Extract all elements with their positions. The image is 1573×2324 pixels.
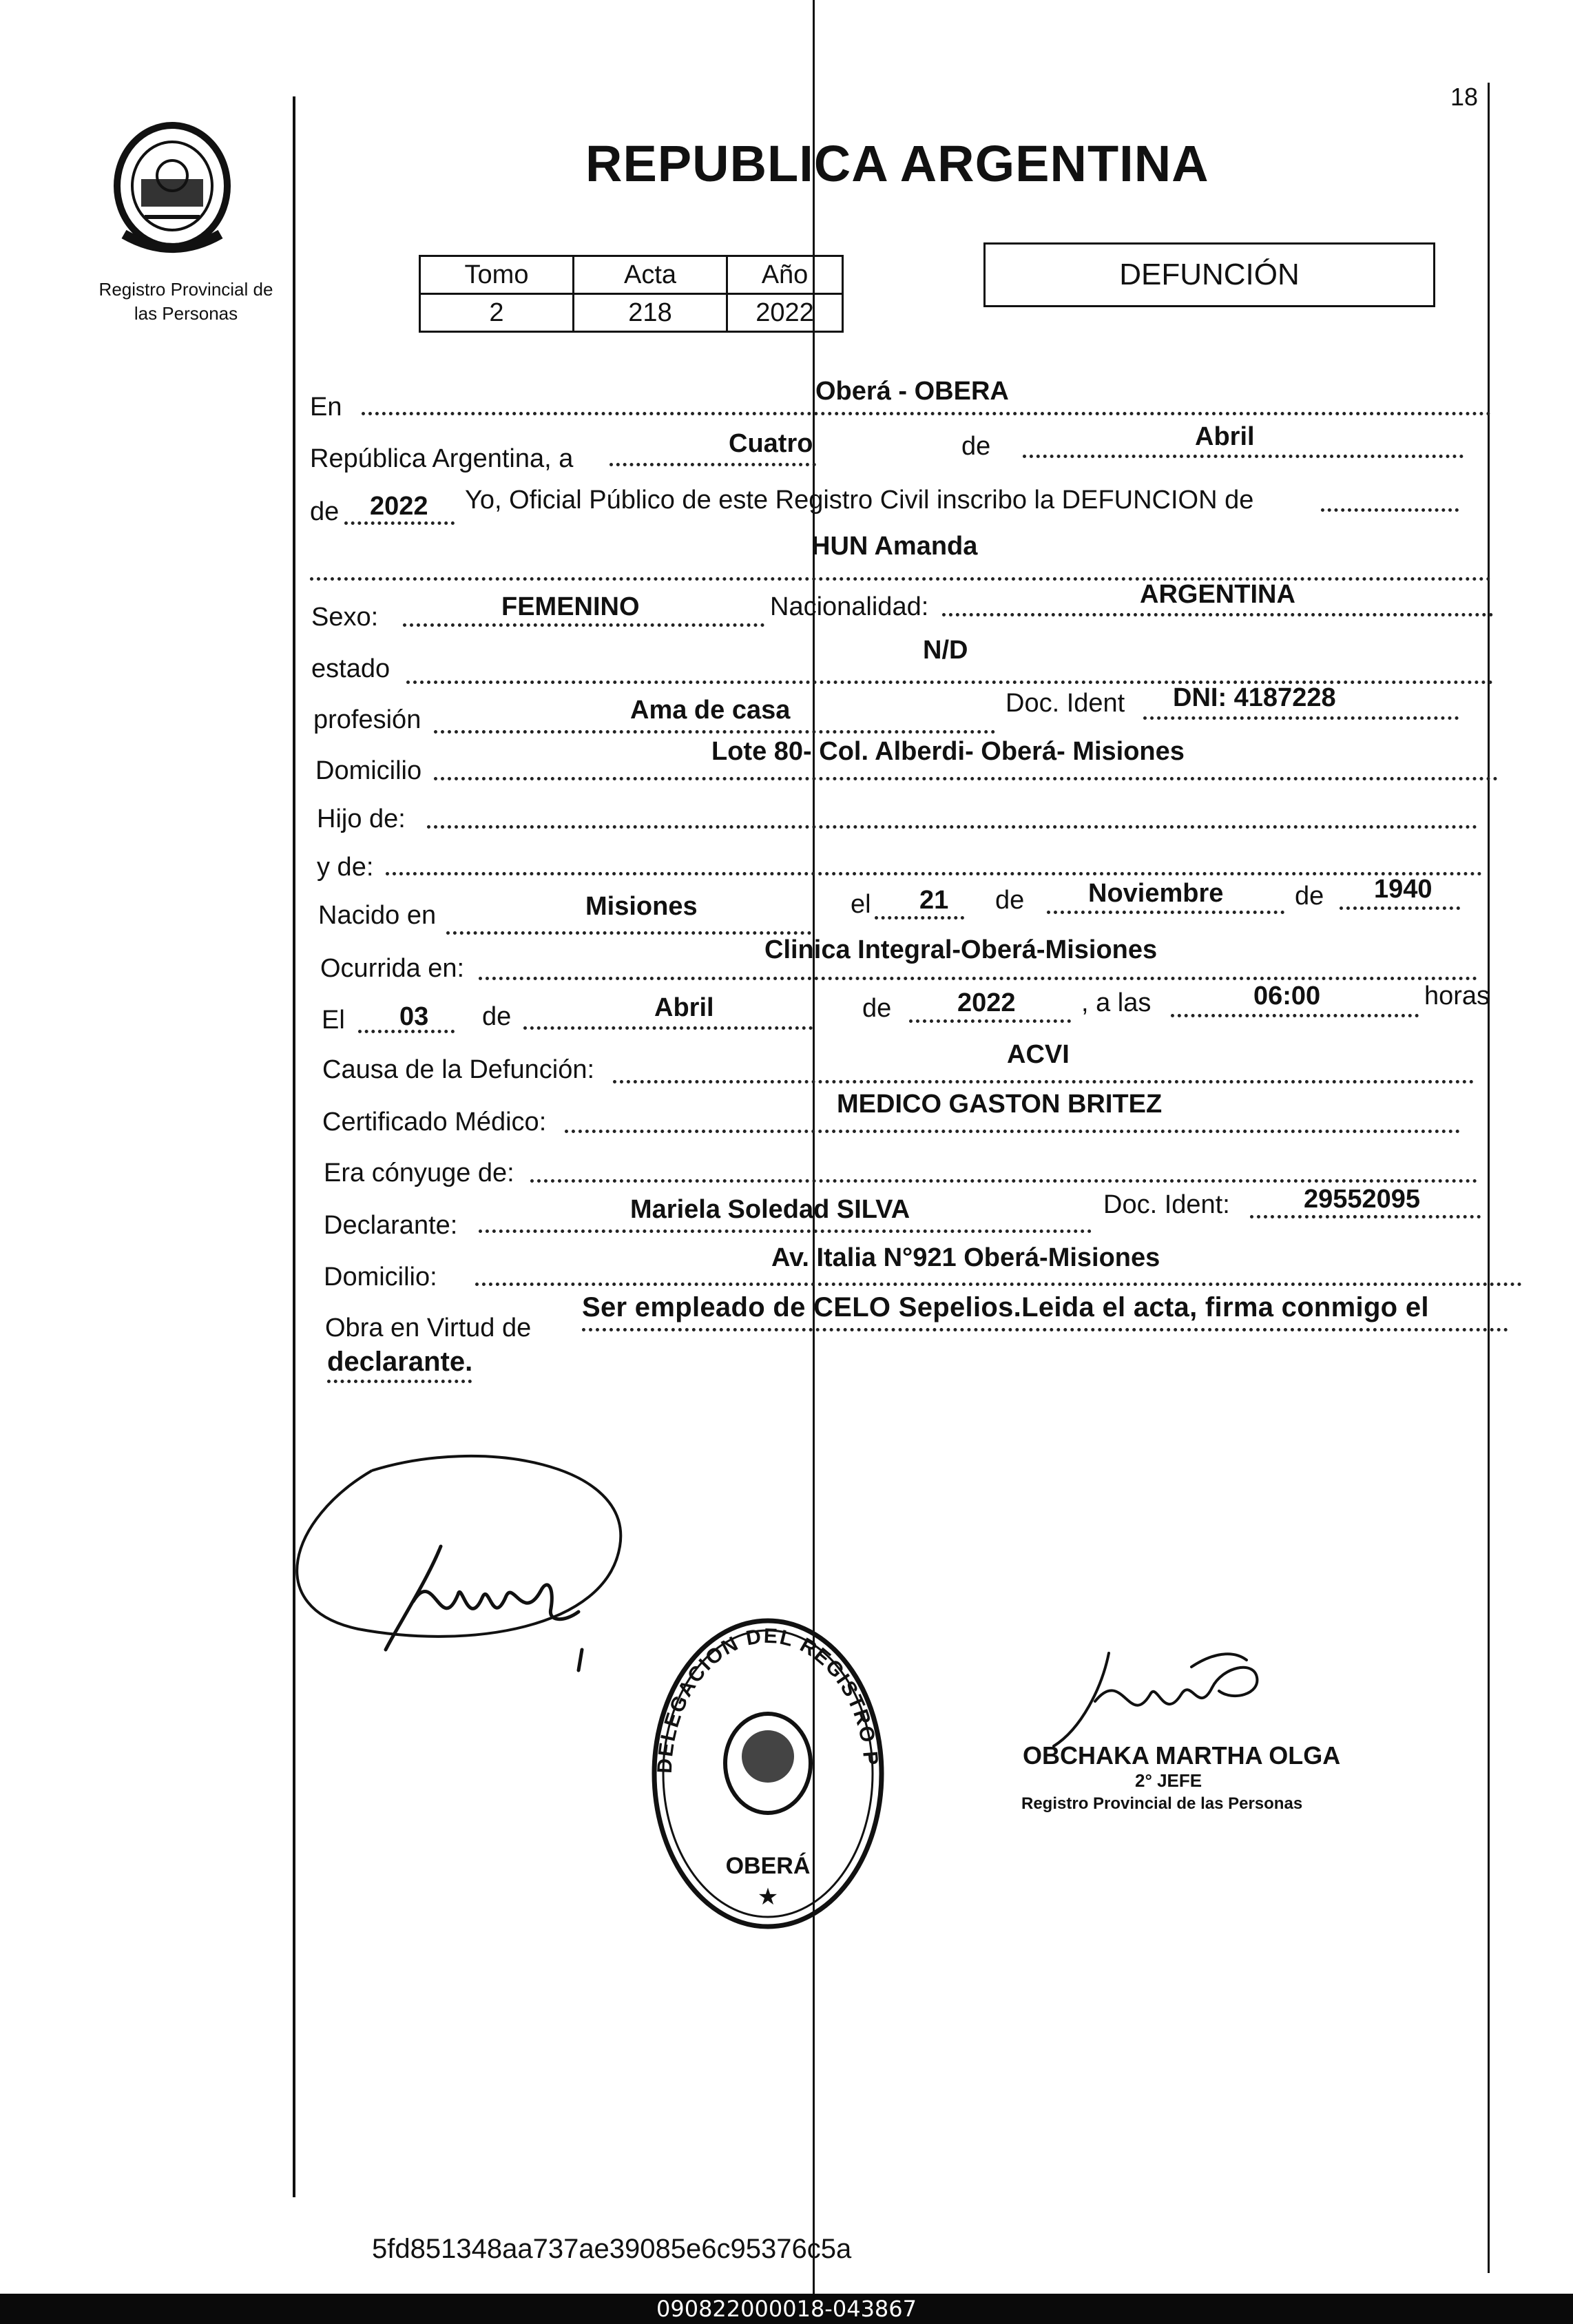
dots-sexo xyxy=(403,623,764,627)
value-obra-line1: Ser empleado de CELO Sepelios.Leida el acta, firma conmigo el xyxy=(582,1292,1429,1322)
label-conyuge: Era cónyuge de: xyxy=(324,1159,514,1187)
value-nacionalidad: ARGENTINA xyxy=(1140,580,1295,609)
dots-doc-declarante xyxy=(1250,1215,1481,1218)
value-nacido-en: Misiones xyxy=(585,892,698,921)
label-horas: horas xyxy=(1424,982,1490,1010)
label-doc-ident2: Doc. Ident: xyxy=(1103,1190,1230,1219)
value-certificado: MEDICO GASTON BRITEZ xyxy=(837,1090,1163,1119)
declarant-signature xyxy=(275,1443,661,1694)
label-sexo: Sexo: xyxy=(311,603,379,632)
value-tomo: 2 xyxy=(420,294,574,332)
value-profesion: Ama de casa xyxy=(630,696,791,725)
value-sexo: FEMENINO xyxy=(501,592,640,621)
label-doc-ident: Doc. Ident xyxy=(1006,689,1125,718)
value-anio-registro: 2022 xyxy=(370,492,428,521)
dots-anio-nac xyxy=(1340,906,1460,910)
value-lugar: Oberá - OBERA xyxy=(815,377,1009,406)
value-doc-declarante: 29552095 xyxy=(1304,1185,1421,1214)
value-dia-nac: 21 xyxy=(919,886,949,915)
value-hora-def: 06:00 xyxy=(1253,982,1321,1010)
official-title: 2° JEFE xyxy=(1135,1770,1202,1791)
value-obra-line2: declarante. xyxy=(327,1347,473,1377)
dots-nacionalidad xyxy=(942,613,1493,616)
label-declarante: Declarante: xyxy=(324,1211,458,1240)
dots-hora-def xyxy=(1171,1014,1419,1017)
header-tomo: Tomo xyxy=(420,256,574,294)
dots-mes-registro xyxy=(1023,455,1463,458)
label-nacionalidad: Nacionalidad: xyxy=(770,592,929,621)
right-margin-line xyxy=(1488,83,1490,2273)
label-hijo-de: Hijo de: xyxy=(317,805,406,833)
registry-name-line2: las Personas xyxy=(134,303,238,324)
dots-domicilio xyxy=(434,777,1498,780)
value-acta: 218 xyxy=(574,294,727,332)
dots-conyuge xyxy=(530,1179,1477,1183)
value-nombre: HUN Amanda xyxy=(811,532,978,561)
value-mes-def: Abril xyxy=(654,993,714,1022)
dots-ocurrida-en xyxy=(479,977,1477,980)
official-seal xyxy=(644,1608,892,1942)
label-y-de: y de: xyxy=(317,853,374,882)
value-dia-def: 03 xyxy=(399,1002,429,1031)
dots-obra-line1 xyxy=(582,1328,1508,1331)
footer-id-bar xyxy=(0,2294,1573,2324)
label-profesion: profesión xyxy=(313,705,421,734)
left-margin-line xyxy=(293,96,295,2197)
document-title: REPUBLICA ARGENTINA xyxy=(585,135,1209,192)
value-ocurrida-en: Clinica Integral-Oberá-Misiones xyxy=(764,935,1158,964)
dots-nombre xyxy=(310,577,1491,581)
registry-name-line1: Registro Provincial de xyxy=(98,279,273,300)
value-dia-registro: Cuatro xyxy=(729,429,813,458)
record-type-box xyxy=(983,242,1435,307)
dots-mes-def xyxy=(523,1026,813,1030)
header-acta: Acta xyxy=(574,256,727,294)
value-mes-registro: Abril xyxy=(1195,422,1255,451)
dots-causa xyxy=(613,1080,1474,1083)
label-de5: de xyxy=(482,1002,512,1031)
label-el2: El xyxy=(322,1006,345,1035)
label-obra: Obra en Virtud de xyxy=(325,1314,532,1342)
registry-seal-icon xyxy=(644,1608,892,1939)
dots-anio-registro xyxy=(344,521,455,525)
seal-city: OBERÁ xyxy=(725,1853,811,1879)
dots-mes-nac xyxy=(1047,911,1284,914)
dots-hijo-de xyxy=(427,825,1477,829)
value-estado: N/D xyxy=(923,636,968,665)
dots-yo xyxy=(1321,508,1459,512)
record-type: DEFUNCIÓN xyxy=(1119,258,1300,291)
value-domicilio-declarante: Av. Italia N°921 Oberá-Misiones xyxy=(771,1243,1160,1272)
value-anio-nac: 1940 xyxy=(1374,875,1433,904)
label-de3: de xyxy=(995,886,1025,915)
dots-certificado xyxy=(565,1130,1460,1133)
label-nacido-en: Nacido en xyxy=(318,901,437,930)
value-anio-def: 2022 xyxy=(957,988,1016,1017)
value-declarante: Mariela Soledad SILVA xyxy=(630,1195,910,1224)
label-certificado: Certificado Médico: xyxy=(322,1108,547,1137)
dots-anio-def xyxy=(909,1019,1071,1023)
label-el: el xyxy=(851,890,871,919)
value-anio: 2022 xyxy=(727,294,843,332)
header-anio: Año xyxy=(727,256,843,294)
label-domicilio2: Domicilio: xyxy=(324,1263,437,1291)
label-republica: República Argentina, a xyxy=(310,444,574,473)
label-yo: Yo, Oficial Público de este Registro Civil inscribo la DEFUNCION de xyxy=(465,486,1254,515)
center-fold-line xyxy=(813,0,815,2294)
seal-ring-text: DELEGACION DEL REGISTRO P xyxy=(653,1624,882,1774)
label-de1: de xyxy=(961,432,991,461)
label-en: En xyxy=(310,393,342,422)
page-number: 18 xyxy=(1450,83,1479,111)
dots-declarante xyxy=(479,1230,1092,1233)
register-table xyxy=(419,255,844,333)
value-domicilio: Lote 80- Col. Alberdi- Oberá- Misiones xyxy=(711,737,1185,766)
dots-doc-ident xyxy=(1143,716,1459,720)
misiones-shield-icon xyxy=(103,114,241,258)
label-causa: Causa de la Defunción: xyxy=(322,1055,595,1084)
dots-y-de xyxy=(386,872,1482,875)
province-logo xyxy=(103,114,241,262)
dots-dia-nac xyxy=(875,916,964,920)
document-hash: 5fd851348aa737ae39085e6c95376c5a xyxy=(372,2234,852,2264)
official-office: Registro Provincial de las Personas xyxy=(1021,1794,1303,1813)
official-name: OBCHAKA MARTHA OLGA xyxy=(1023,1741,1341,1770)
value-doc-ident: DNI: 4187228 xyxy=(1173,683,1336,712)
svg-text:★: ★ xyxy=(757,1883,779,1911)
dots-obra-line2 xyxy=(327,1380,472,1383)
dots-nacido-en xyxy=(446,931,811,935)
dots-dia-registro xyxy=(610,463,816,466)
dots-profesion xyxy=(434,730,995,734)
footer-id-text: 090822000018-043867 xyxy=(656,2296,917,2322)
dots-en xyxy=(362,412,1491,415)
label-estado: estado xyxy=(311,654,390,683)
value-causa: ACVI xyxy=(1007,1040,1070,1069)
label-de6: de xyxy=(862,994,892,1023)
label-de4: de xyxy=(1295,882,1324,911)
label-ocurrida-en: Ocurrida en: xyxy=(320,954,465,983)
label-domicilio: Domicilio xyxy=(315,756,422,785)
dots-domicilio2 xyxy=(475,1283,1522,1286)
value-mes-nac: Noviembre xyxy=(1088,879,1224,908)
label-a-las: , a las xyxy=(1081,988,1152,1017)
label-de2: de xyxy=(310,497,340,526)
